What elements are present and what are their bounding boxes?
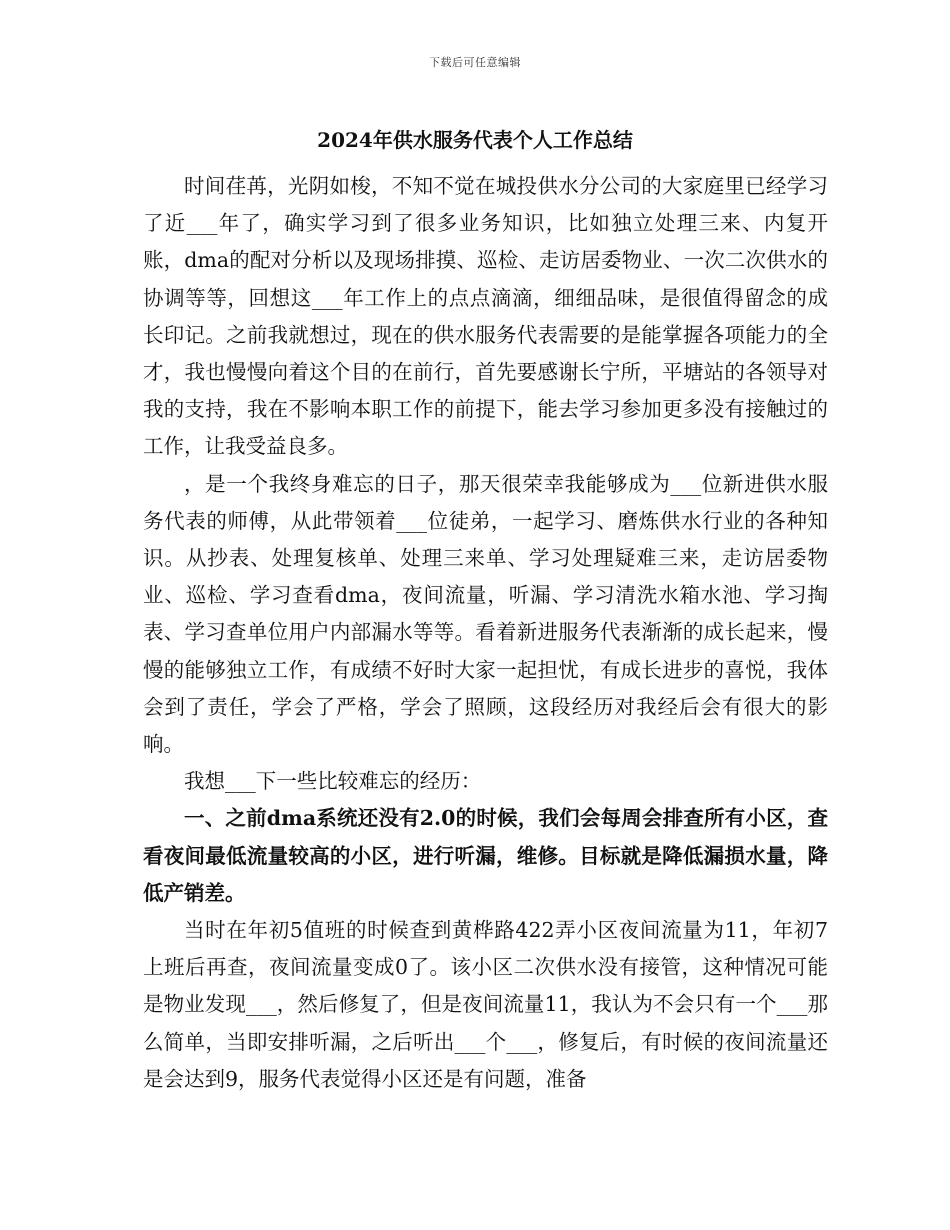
section-heading-dma: 一、之前dma系统还没有2.0的时候，我们会每周会排查所有小区，查看夜间最低流量较高的小区，进行听漏，维修。目标就是降低漏损水量，降低产销差。 — [143, 806, 828, 905]
document-body — [143, 168, 828, 1098]
header-note: 下载后可任意编辑 — [429, 56, 521, 69]
paragraph-memories-lead: 我想___下一些比较难忘的经历： — [184, 769, 482, 794]
paragraph-intro: 时间荏苒，光阴如梭，不知不觉在城投供水分公司的大家庭里已经学习了近___年了，确实学习到了很多业务知识，比如独立处理三来、内复开账，dma的配对分析以及现场排摸、巡检、走访居委物业、一次二次供水的协调等等，回想这___年工作上的点点滴滴，细细品味，是很值得留念的成长印记。之前我就想过，现在的供水服务代表需要的是能掌握各项能力的全才，我也慢慢向着这个目的在前行，首先要感谢长宁所，平塘站的各领导对我的支持，我在不影响本职工作的前提下，能去学习参加更多没有接触过的工作，让我受益良多。 — [143, 174, 828, 459]
paragraph-mentor: ，是一个我终身难忘的日子，那天很荣幸我能够成为___位新进供水服务代表的师傅，从此带领着___位徒弟，一起学习、磨炼供水行业的各种知识。从抄表、处理复核单、处理三来单、学习处理疑难三来，走访居委物业、巡检、学习查看dma，夜间流量，听漏、学习清洗水箱水池、学习掏表、学习查单位用户内部漏水等等。看着新进服务代表渐渐的成长起来，慢慢的能够独立工作，有成绩不好时大家一起担忧，有成长进步的喜悦，我体会到了责任，学会了严格，学会了照顾，这段经历对我经后会有很大的影响。 — [143, 471, 828, 757]
document-title: 2024年供水服务代表个人工作总结 — [317, 128, 633, 152]
paragraph-case: 当时在年初5值班的时候查到黄桦路422弄小区夜间流量为11，年初7上班后再查，夜间流量变成0了。该小区二次供水没有接管，这种情况可能是物业发现___，然后修复了，但是夜间流量11，我认为不会只有一个___那么简单，当即安排听漏，之后听出___个___，修复后，有时候的夜间流量还是会达到9，服务代表觉得小区还是有问题，准备 — [143, 918, 828, 1091]
